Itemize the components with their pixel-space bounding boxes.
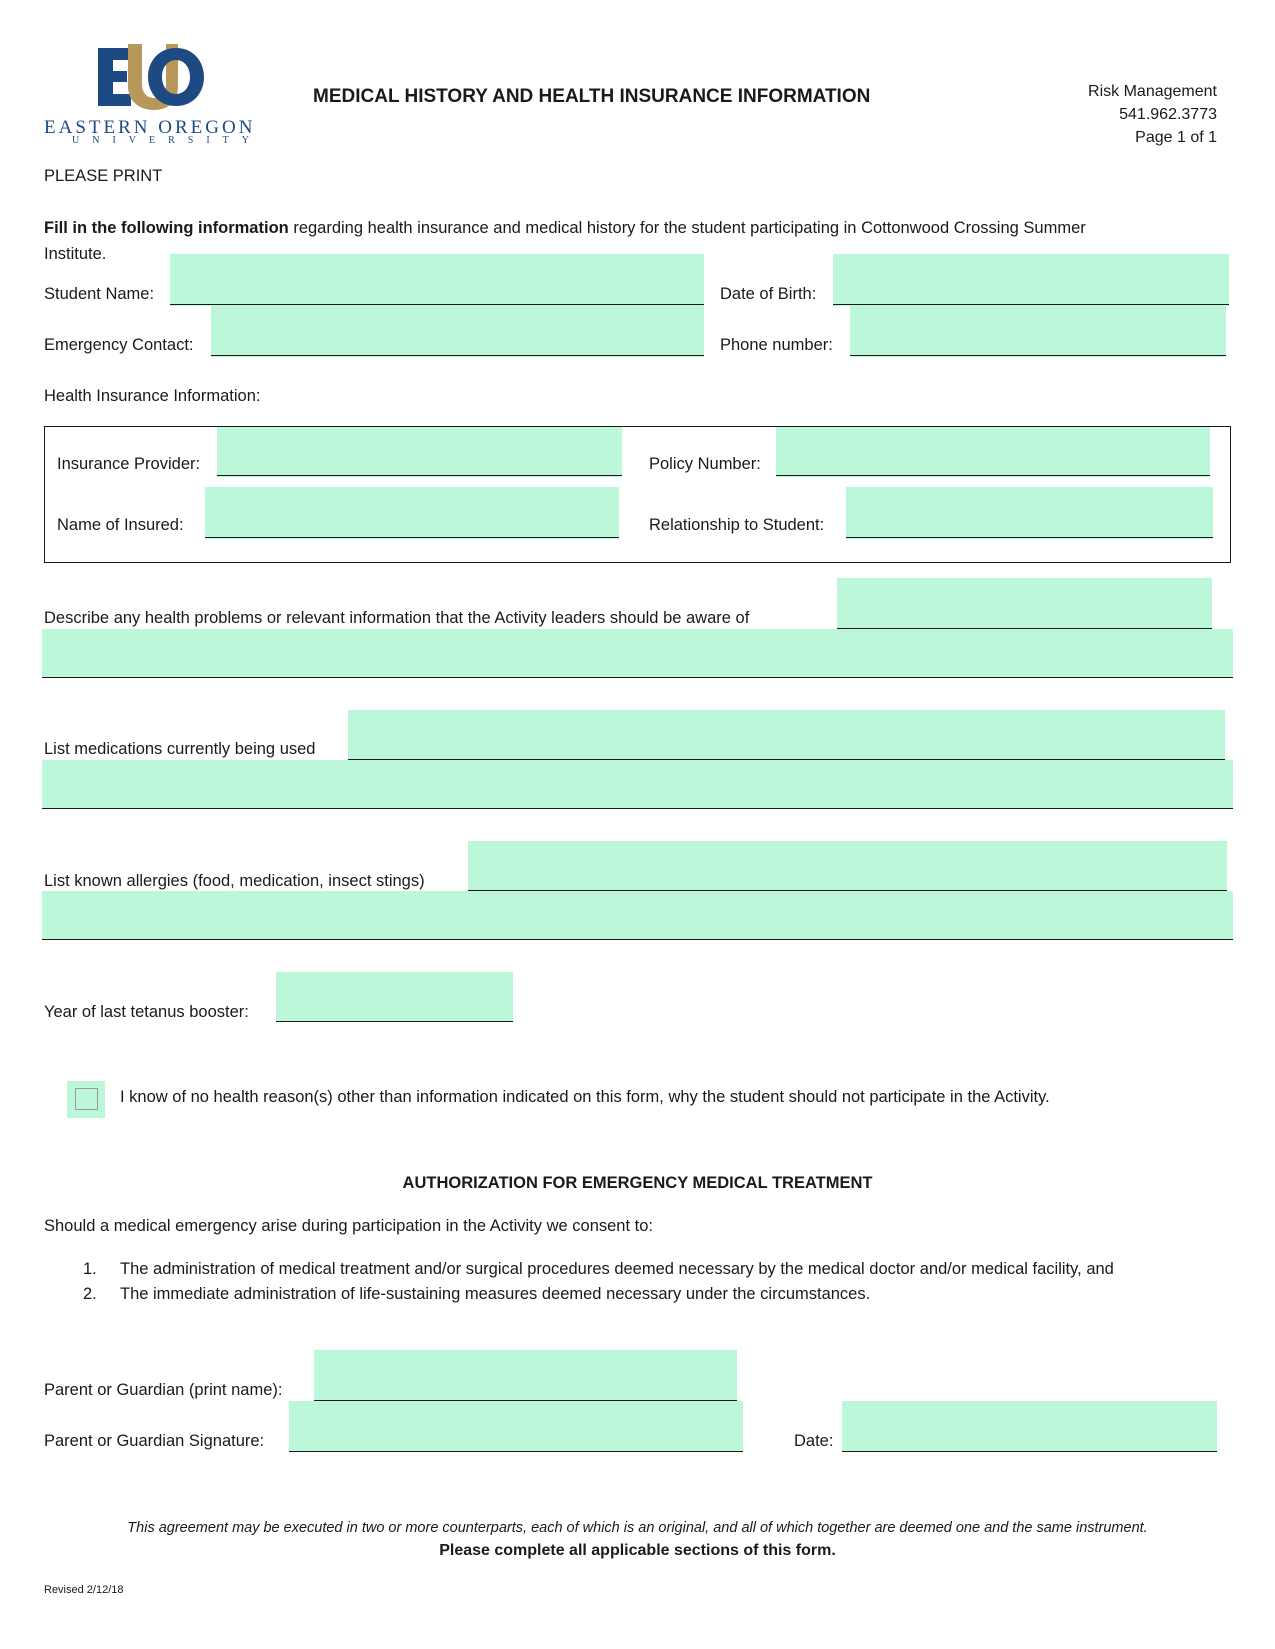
intro-bold: Fill in the following information	[44, 219, 289, 237]
name-of-insured-label: Name of Insured:	[57, 516, 184, 534]
intro-rest: regarding health insurance and medical history for the student participating in Cottonwood Crossing Summer	[288, 219, 1086, 237]
emergency-contact-label: Emergency Contact:	[44, 336, 194, 354]
guardian-print-name-field[interactable]	[314, 1350, 737, 1401]
phone-number-label: Phone number:	[720, 336, 833, 354]
policy-number-underline	[776, 475, 1210, 476]
authorization-item-1-num: 1.	[83, 1260, 97, 1278]
header-page: Page 1 of 1	[1135, 129, 1217, 146]
insurance-provider-field[interactable]	[217, 427, 622, 477]
date-label: Date:	[794, 1432, 834, 1450]
attestation-text: I know of no health reason(s) other than information indicated on this form, why the student should not participate in the Activity.	[120, 1088, 1050, 1106]
authorization-intro: Should a medical emergency arise during participation in the Activity we consent to:	[44, 1217, 653, 1235]
student-name-field[interactable]	[170, 254, 704, 306]
guardian-signature-label: Parent or Guardian Signature:	[44, 1432, 265, 1450]
logo-text-eastern-oregon: EASTERN OREGON	[44, 117, 256, 138]
name-of-insured-underline	[205, 537, 619, 538]
tetanus-label: Year of last tetanus booster:	[44, 1003, 249, 1021]
medications-label: List medications currently being used	[44, 740, 316, 758]
guardian-print-name-label: Parent or Guardian (print name):	[44, 1381, 283, 1399]
guardian-signature-field[interactable]	[289, 1401, 743, 1452]
policy-number-label: Policy Number:	[649, 455, 761, 473]
authorization-item-1-text: The administration of medical treatment and/or surgical procedures deemed necessary by the medical doctor and/or medical facility, and	[120, 1260, 1114, 1278]
tetanus-year-field[interactable]	[276, 972, 513, 1022]
emergency-contact-underline	[211, 355, 704, 356]
medications-field-line1[interactable]	[348, 710, 1225, 760]
signature-date-underline	[842, 1451, 1217, 1452]
emergency-contact-field[interactable]	[211, 305, 704, 357]
header-dept: Risk Management	[1088, 83, 1217, 100]
guardian-signature-underline	[289, 1451, 743, 1452]
allergies-field-line1[interactable]	[468, 841, 1227, 891]
insurance-provider-underline	[217, 475, 622, 476]
authorization-item-2-text: The immediate administration of life-sustaining measures deemed necessary under the circumstances.	[120, 1285, 871, 1303]
insurance-provider-label: Insurance Provider:	[57, 455, 201, 473]
health-problems-field-line2[interactable]	[42, 629, 1233, 677]
form-title: MEDICAL HISTORY AND HEALTH INSURANCE INFORMATION	[313, 86, 871, 107]
relationship-underline	[846, 537, 1213, 538]
header-info	[1088, 80, 1217, 149]
relationship-label: Relationship to Student:	[649, 516, 825, 534]
tetanus-underline	[276, 1021, 513, 1022]
policy-number-field[interactable]	[776, 427, 1210, 477]
signature-date-field[interactable]	[842, 1401, 1217, 1452]
allergies-label: List known allergies (food, medication, insect stings)	[44, 872, 425, 890]
relationship-field[interactable]	[846, 487, 1213, 539]
logo-text-university: UNIVERSITY	[72, 135, 262, 146]
allergies-underline-2	[42, 939, 1233, 940]
name-of-insured-field[interactable]	[205, 487, 619, 539]
medications-underline-2	[42, 808, 1233, 809]
authorization-title: AUTHORIZATION FOR EMERGENCY MEDICAL TREATMENT	[402, 1174, 873, 1192]
medications-field-line2[interactable]	[42, 760, 1233, 808]
date-of-birth-field[interactable]	[833, 254, 1229, 306]
revised-date: Revised 2/12/18	[44, 1584, 124, 1596]
date-of-birth-label: Date of Birth:	[720, 285, 817, 303]
footer-complete-note: Please complete all applicable sections of this form.	[439, 1542, 836, 1559]
allergies-field-line2[interactable]	[42, 891, 1233, 939]
attestation-checkbox[interactable]	[75, 1088, 98, 1110]
health-insurance-heading: Health Insurance Information:	[44, 387, 261, 405]
phone-number-field[interactable]	[850, 305, 1226, 357]
authorization-item-2-num: 2.	[83, 1285, 97, 1303]
please-print: PLEASE PRINT	[44, 167, 163, 185]
student-name-label: Student Name:	[44, 285, 155, 303]
header-phone: 541.962.3773	[1119, 106, 1217, 123]
health-problems-label: Describe any health problems or relevant information that the Activity leaders should be aware of	[44, 609, 750, 627]
intro-line2: Institute.	[44, 245, 107, 263]
health-problems-underline-2	[42, 677, 1233, 678]
footer-counterparts-note: This agreement may be executed in two or more counterparts, each of which is an original, and all of which together are deemed one and the same instrument.	[127, 1520, 1148, 1536]
health-problems-field-line1[interactable]	[837, 578, 1212, 629]
eou-logo-mark	[96, 44, 206, 110]
phone-number-underline	[850, 355, 1226, 356]
